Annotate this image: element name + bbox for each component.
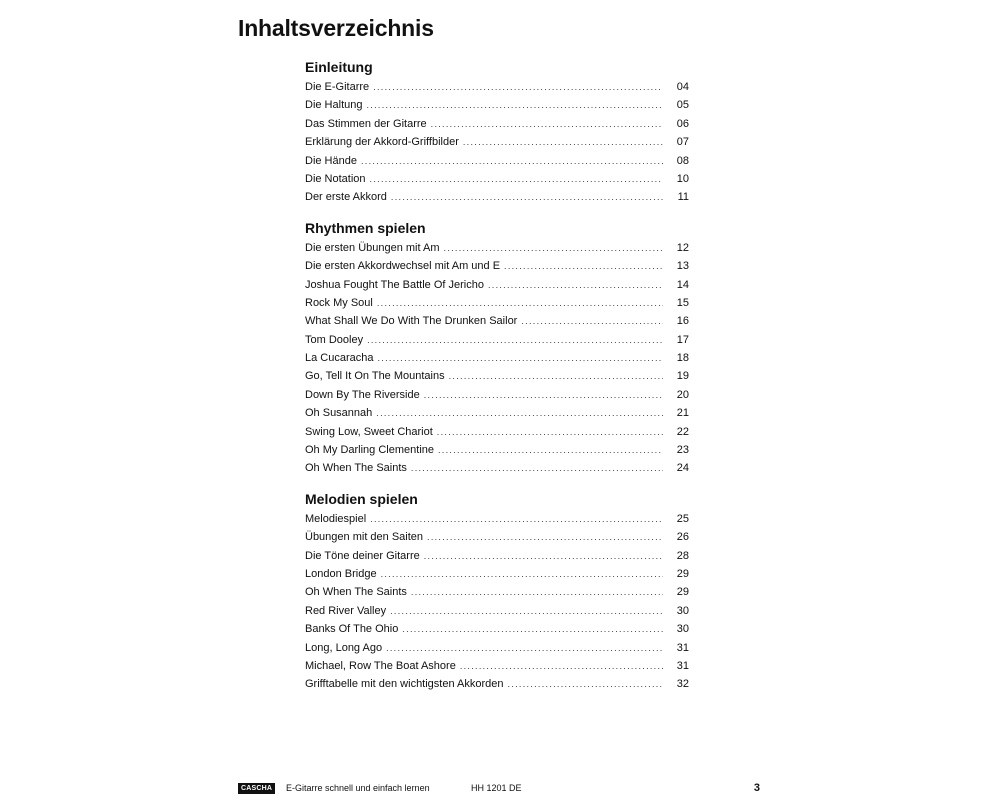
toc-entry-label: Long, Long Ago (305, 641, 383, 654)
toc-entry-page: 28 (676, 549, 689, 562)
table-of-contents (305, 58, 689, 694)
dot-leader (376, 404, 663, 422)
toc-entry (305, 528, 689, 546)
toc-entry (305, 423, 689, 441)
publisher-logo: CASCHA (238, 783, 275, 794)
toc-entry-label: Die Haltung (305, 99, 363, 112)
toc-entry-label: Oh When The Saints (305, 586, 407, 599)
dot-leader (488, 276, 663, 294)
dot-leader (508, 675, 663, 693)
dot-leader (427, 528, 663, 546)
toc-entry-page: 31 (676, 659, 689, 672)
toc-entry-page: 30 (676, 623, 689, 636)
toc-entry-page: 26 (676, 531, 689, 544)
toc-entry-page: 20 (676, 388, 689, 401)
toc-entry-label: Swing Low, Sweet Chariot (305, 425, 433, 438)
dot-leader (378, 349, 664, 367)
toc-entry-label: Grifftabelle mit den wichtigsten Akkorden (305, 678, 504, 691)
toc-section-rhythmen (305, 219, 689, 478)
toc-entry-page: 21 (676, 407, 689, 420)
footer-product-code: HH 1201 DE (471, 783, 522, 793)
section-title: Melodien spielen (305, 490, 418, 507)
toc-entry (305, 312, 689, 330)
page-footer (238, 782, 760, 796)
toc-entry-page: 30 (676, 604, 689, 617)
toc-entry-page: 05 (676, 99, 689, 112)
toc-entry (305, 367, 689, 385)
dot-leader (431, 115, 663, 133)
dot-leader (367, 331, 663, 349)
toc-entry (305, 547, 689, 565)
toc-entry-page: 24 (676, 462, 689, 475)
toc-entry (305, 657, 689, 675)
toc-entry-label: Oh My Darling Clementine (305, 444, 434, 457)
dot-leader (366, 96, 663, 114)
toc-entry-label: Der erste Akkord (305, 191, 387, 204)
toc-entry-label: Erklärung der Akkord-Griffbilder (305, 136, 459, 149)
dot-leader (381, 565, 663, 583)
toc-entry-page: 31 (676, 641, 689, 654)
toc-entry-page: 15 (676, 296, 689, 309)
toc-entry-label: Die E-Gitarre (305, 81, 370, 93)
toc-entry-page: 16 (676, 315, 689, 328)
section-title: Rhythmen spielen (305, 219, 426, 236)
toc-section-einleitung (305, 58, 689, 207)
toc-entry-label: Oh When The Saints (305, 462, 407, 475)
toc-entry (305, 294, 689, 312)
toc-entry-label: Übungen mit den Saiten (305, 531, 424, 544)
dot-leader (424, 547, 663, 565)
section-title: Einleitung (305, 59, 373, 75)
toc-entry-page: 08 (676, 154, 689, 167)
toc-entry-label: Melodiespiel (305, 512, 367, 525)
toc-entry-label: London Bridge (305, 567, 377, 580)
toc-entry-label: La Cucaracha (305, 352, 374, 365)
toc-entry-label: Oh Susannah (305, 407, 373, 420)
dot-leader (438, 441, 663, 459)
dot-leader (521, 312, 663, 330)
toc-entry-page: 13 (676, 260, 689, 273)
footer-book-title: E-Gitarre schnell und einfach lernen (286, 783, 430, 793)
toc-entry-page: 11 (677, 191, 689, 204)
toc-entry (305, 404, 689, 422)
toc-entry-page: 23 (676, 444, 689, 457)
dot-leader (437, 423, 663, 441)
dot-leader (449, 367, 663, 385)
toc-entry-page: 18 (676, 352, 689, 365)
toc-entry-label: Red River Valley (305, 604, 387, 617)
toc-entry-label: Die Töne deiner Gitarre (305, 549, 420, 562)
toc-entry (305, 349, 689, 367)
toc-entry-label: Down By The Riverside (305, 388, 420, 401)
toc-entry-label: Go, Tell It On The Mountains (305, 370, 445, 383)
toc-entry (305, 115, 689, 133)
toc-entry-page: 12 (676, 241, 689, 254)
toc-entry (305, 510, 689, 528)
dot-leader (460, 657, 663, 675)
toc-entry-label: Michael, Row The Boat Ashore (305, 659, 456, 672)
dot-leader (370, 510, 663, 528)
toc-entry-label: Die ersten Übungen mit Am (305, 241, 440, 254)
toc-entry-page: 29 (676, 586, 689, 599)
dot-leader (424, 386, 663, 404)
toc-entry (305, 620, 689, 638)
toc-entry-label: Die ersten Akkordwechsel mit Am und E (305, 260, 501, 273)
dot-leader (390, 602, 663, 620)
toc-entry (305, 639, 689, 657)
toc-entry-page: 32 (676, 678, 689, 691)
toc-entry-label: Tom Dooley (305, 333, 364, 346)
toc-entry-page: 22 (676, 425, 689, 438)
dot-leader (373, 78, 663, 96)
toc-entry (305, 133, 689, 151)
dot-leader (444, 239, 663, 257)
dot-leader (463, 133, 663, 151)
toc-entry (305, 565, 689, 583)
toc-entry-page: 29 (676, 567, 689, 580)
toc-entry-page: 10 (676, 172, 689, 185)
page-title: Inhaltsverzeichnis (238, 15, 434, 42)
toc-entry (305, 331, 689, 349)
toc-entry-label: Banks Of The Ohio (305, 623, 399, 636)
toc-entry (305, 459, 689, 477)
toc-entry (305, 276, 689, 294)
toc-entry (305, 188, 689, 206)
toc-entry-label: Die Hände (305, 154, 357, 167)
toc-entry (305, 602, 689, 620)
dot-leader (411, 583, 663, 601)
toc-entry (305, 441, 689, 459)
toc-entry-page: 19 (676, 370, 689, 383)
dot-leader (361, 152, 663, 170)
dot-leader (391, 188, 663, 206)
toc-entry (305, 96, 689, 114)
dot-leader (402, 620, 663, 638)
dot-leader (370, 170, 663, 188)
toc-entry-page: 17 (676, 333, 689, 346)
footer-page-number: 3 (753, 782, 760, 794)
toc-entry-page: 04 (676, 81, 689, 93)
toc-entry (305, 583, 689, 601)
toc-entry (305, 239, 689, 257)
toc-entry (305, 170, 689, 188)
toc-entry (305, 78, 689, 96)
toc-entry (305, 257, 689, 275)
toc-entry-label: Das Stimmen der Gitarre (305, 117, 427, 130)
dot-leader (377, 294, 663, 312)
toc-entry-label: Rock My Soul (305, 296, 373, 309)
toc-entry (305, 152, 689, 170)
toc-entry-label: Die Notation (305, 172, 366, 185)
toc-section-melodien (305, 490, 689, 694)
toc-entry-label: What Shall We Do With The Drunken Sailor (305, 315, 518, 328)
toc-entry (305, 675, 689, 693)
dot-leader (386, 639, 663, 657)
dot-leader (504, 257, 663, 275)
toc-entry-page: 14 (676, 278, 689, 291)
toc-entry-label: Joshua Fought The Battle Of Jericho (305, 278, 484, 291)
toc-entry (305, 386, 689, 404)
toc-entry-page: 25 (676, 512, 689, 525)
dot-leader (411, 459, 663, 477)
toc-entry-page: 07 (676, 136, 689, 149)
toc-entry-page: 06 (676, 117, 689, 130)
